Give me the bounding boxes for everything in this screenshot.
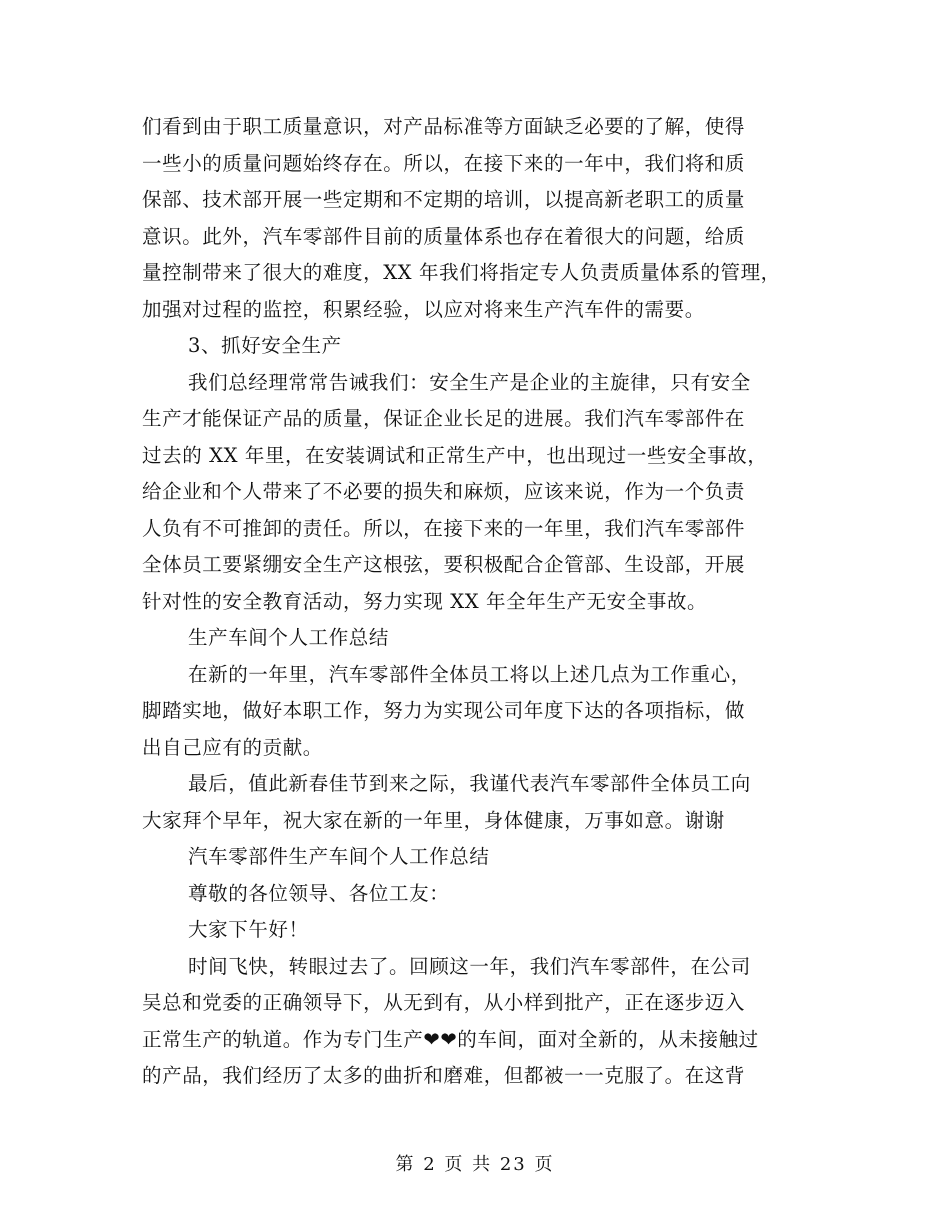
text-line: 汽车零部件生产车间个人工作总结 [188, 845, 490, 868]
text-line: 保部、技术部开展一些定期和不定期的培训，以提高新老职工的质量 [142, 188, 746, 211]
text-line: 3、抓好安全生产 [188, 334, 342, 357]
text-line: 吴总和党委的正确领导下，从无到有，从小样到批产，正在逐步迈入 [142, 991, 746, 1014]
text-line: 我们总经理常常告诫我们：安全生产是企业的主旋律，只有安全 [188, 370, 751, 394]
text-line: 在新的一年里，汽车零部件全体员工将以上述几点为工作重心， [188, 662, 751, 686]
text-line: 脚踏实地，做好本职工作，努力为实现公司年度下达的各项指标，做 [142, 699, 746, 722]
text-line: 一些小的质量问题始终存在。所以，在接下来的一年中，我们将和质 [142, 151, 746, 175]
text-line: 时间飞快，转眼过去了。回顾这一年，我们汽车零部件，在公司 [188, 954, 751, 978]
text-line: 人负有不可推卸的责任。所以，在接下来的一年里，我们汽车零部件 [142, 516, 746, 540]
page-footer: 第 2 页 共 23 页 [395, 1154, 555, 1175]
text-line: 针对性的安全教育活动，努力实现 XX 年全年生产无安全事故。 [142, 589, 708, 613]
text-line: 量控制带来了很大的难度，XX 年我们将指定专人负责质量体系的管理， [142, 261, 781, 284]
text-line: 给企业和个人带来了不必要的损失和麻烦，应该来说，作为一个负责 [142, 480, 746, 503]
text-line: 正常生产的轨道。作为专门生产❤❤的车间，面对全新的，从未接触过 [142, 1027, 759, 1051]
text-line: 最后，值此新春佳节到来之际，我谨代表汽车零部件全体员工向 [188, 772, 751, 795]
text-line: 生产才能保证产品的质量，保证企业长足的进展。我们汽车零部件在 [142, 407, 746, 430]
text-line: 大家下午好！ [188, 918, 309, 941]
text-line: 大家拜个早年，祝大家在新的一年里，身体健康，万事如意。谢谢 [142, 808, 725, 832]
text-line: 们看到由于职工质量意识，对产品标准等方面缺乏必要的了解，使得 [142, 115, 746, 138]
text-line: 过去的 XX 年里，在安装调试和正常生产中，也出现过一些安全事故， [142, 443, 768, 467]
text-line: 全体员工要紧绷安全生产这根弦，要积极配合企管部、生设部，开展 [142, 553, 746, 576]
text-line: 的产品，我们经历了太多的曲折和磨难，但都被一一克服了。在这背 [142, 1064, 746, 1087]
text-line: 加强对过程的监控，积累经验，以应对将来生产汽车件的需要。 [142, 297, 705, 321]
text-line: 尊敬的各位领导、各位工友： [188, 881, 450, 905]
text-line: 生产车间个人工作总结 [188, 626, 390, 649]
text-line: 出自己应有的贡献。 [142, 735, 323, 759]
text-line: 意识。此外，汽车零部件目前的质量体系也存在着很大的问题，给质 [142, 224, 746, 248]
